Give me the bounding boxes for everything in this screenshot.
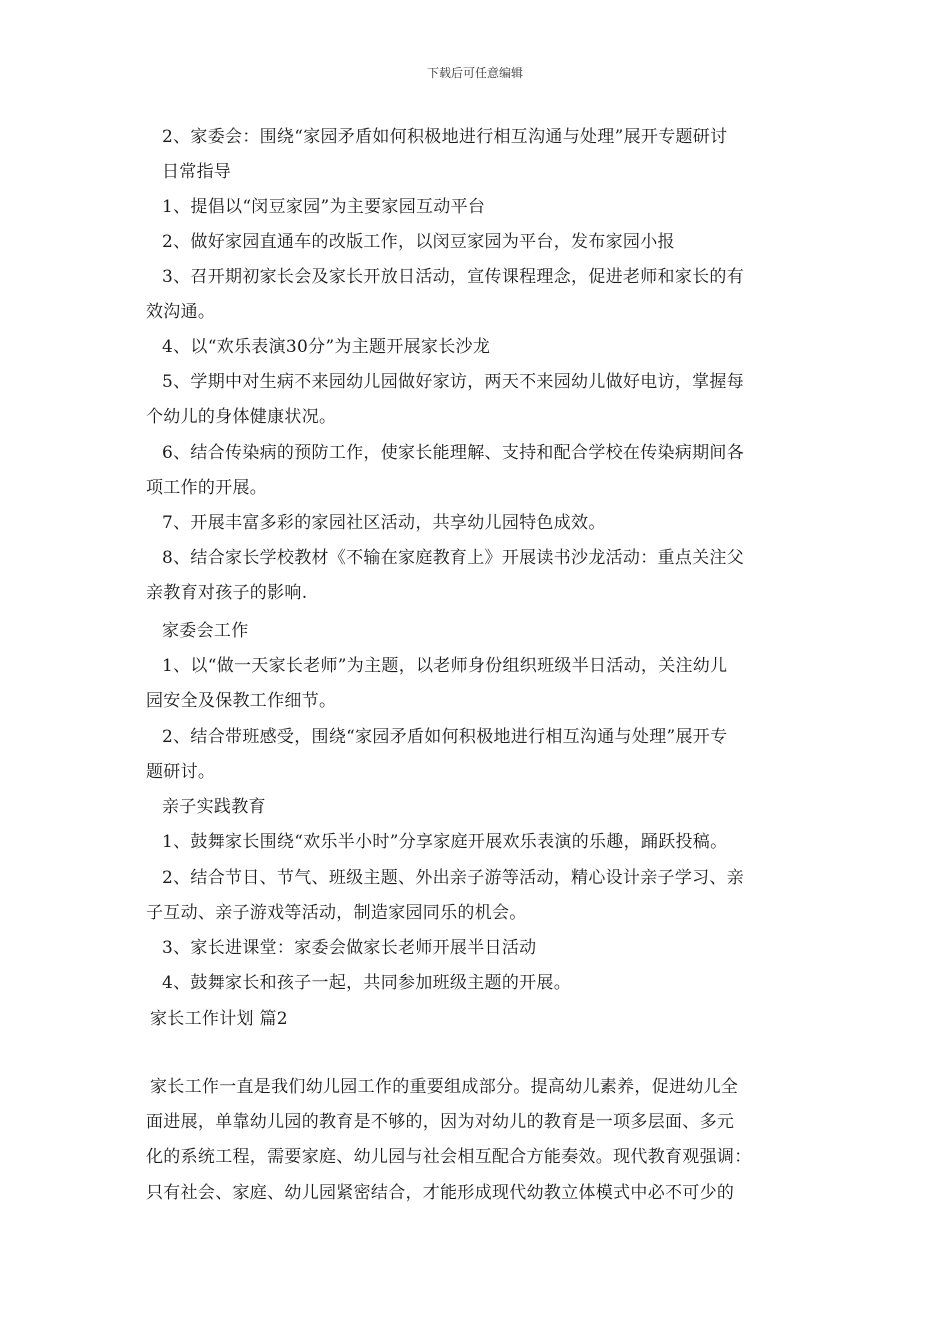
paragraph-line: 题研讨。 [146, 762, 216, 782]
section-heading: 家委会工作 [162, 621, 249, 641]
paragraph-line: 7、开展丰富多彩的家园社区活动，共享幼儿园特色成效。 [162, 513, 606, 533]
paragraph-line: 亲教育对孩子的影响. [146, 583, 308, 603]
section-title: 家长工作计划 篇2 [150, 1009, 288, 1029]
paragraph-line: 子互动、亲子游戏等活动，制造家园同乐的机会。 [146, 903, 527, 923]
paragraph-line: 效沟通。 [146, 302, 216, 322]
paragraph-line: 化的系统工程，需要家庭、幼儿园与社会相互配合方能奏效。现代教育观强调： [146, 1147, 752, 1167]
page-header: 下载后可任意编辑 [426, 66, 523, 80]
paragraph-line: 4、以“欢乐表演30分”为主题开展家长沙龙 [162, 337, 491, 357]
paragraph-line: 个幼儿的身体健康状况。 [146, 407, 337, 427]
paragraph-line: 只有社会、家庭、幼儿园紧密结合，才能形成现代幼教立体模式中必不可少的 [146, 1183, 735, 1203]
paragraph-line: 2、做好家园直通车的改版工作，以闵豆家园为平台，发布家园小报 [162, 232, 675, 252]
paragraph-line: 1、以“做一天家长老师”为主题，以老师身份组织班级半日活动，关注幼儿 [162, 656, 728, 676]
paragraph-line: 项工作的开展。 [146, 478, 268, 498]
paragraph-line: 2、家委会：围绕“家园矛盾如何积极地进行相互沟通与处理”展开专题研讨 [162, 127, 728, 147]
section-heading: 日常指导 [162, 162, 232, 182]
paragraph-line: 3、家长进课堂：家委会做家长老师开展半日活动 [162, 938, 537, 958]
paragraph-line: 园安全及保教工作细节。 [146, 691, 337, 711]
paragraph-line: 家长工作一直是我们幼儿园工作的重要组成部分。提高幼儿素养，促进幼儿全 [150, 1077, 739, 1097]
section-heading: 亲子实践教育 [162, 797, 266, 817]
paragraph-line: 1、提倡以“闵豆家园”为主要家园互动平台 [162, 197, 486, 217]
paragraph-line: 8、结合家长学校教材《不输在家庭教育上》开展读书沙龙活动：重点关注父 [162, 548, 745, 568]
paragraph-line: 2、结合带班感受，围绕“家园矛盾如何积极地进行相互沟通与处理”展开专 [162, 727, 728, 747]
paragraph-line: 6、结合传染病的预防工作，使家长能理解、支持和配合学校在传染病期间各 [162, 443, 745, 463]
paragraph-line: 4、鼓舞家长和孩子一起，共同参加班级主题的开展。 [162, 973, 572, 993]
paragraph-line: 面进展，单靠幼儿园的教育是不够的，因为对幼儿的教育是一项多层面、多元 [146, 1112, 735, 1132]
paragraph-line: 5、学期中对生病不来园幼儿园做好家访，两天不来园幼儿做好电访，掌握每 [162, 372, 745, 392]
paragraph-line: 3、召开期初家长会及家长开放日活动，宣传课程理念，促进老师和家长的有 [162, 267, 745, 287]
paragraph-line: 1、鼓舞家长围绕“欢乐半小时”分享家庭开展欢乐表演的乐趣，踊跃投稿。 [162, 832, 728, 852]
paragraph-line: 2、结合节日、节气、班级主题、外出亲子游等活动，精心设计亲子学习、亲 [162, 868, 745, 888]
